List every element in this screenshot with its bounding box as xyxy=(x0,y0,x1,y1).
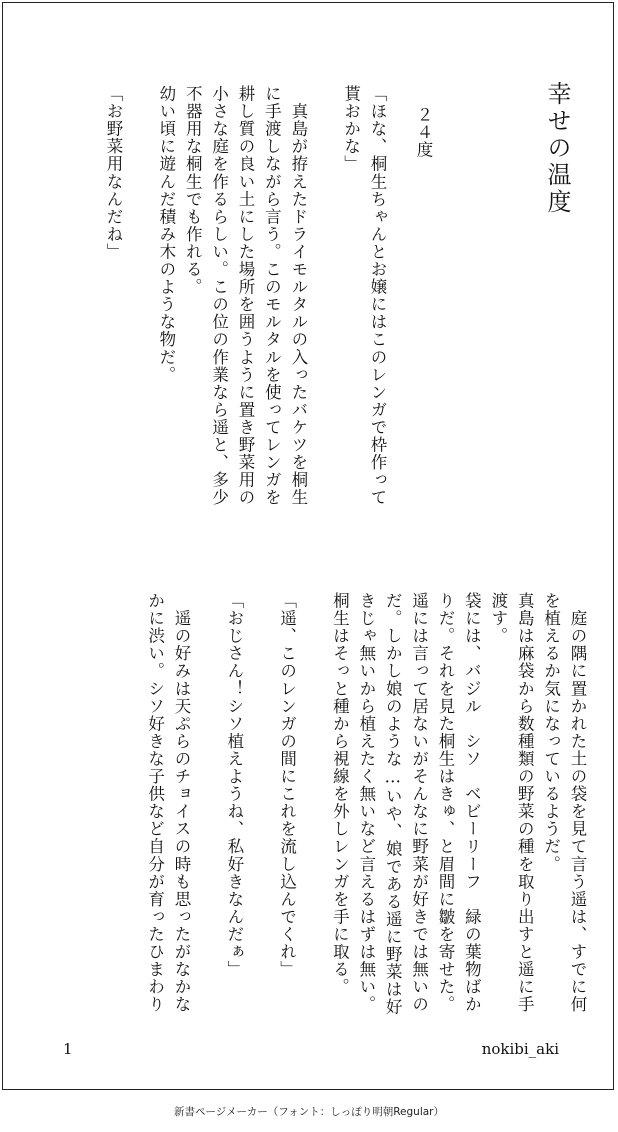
text-column: きじゃ無いから植えたく無いなど言えるはずは無い。 xyxy=(356,592,376,1014)
text-column: 幼い頃に遊んだ積み木のような物だ。 xyxy=(156,85,176,384)
text-column: 庭の隅に置かれた土の袋を見て言う遥は、すでに何 xyxy=(568,592,587,1014)
text-column: 耕し質の良い土にした場所を囲うように置き野菜用の xyxy=(236,85,255,507)
text-column: りだ。それを見た桐生はきゅ、と眉間に皺を寄せた。 xyxy=(436,592,455,1014)
text-column: だ。しかし娘のような…いや、娘である遥に野菜は好 xyxy=(383,592,403,1016)
text-column: 「ほな、桐生ちゃんとお嬢にはこのレンガで枠作って xyxy=(368,85,387,507)
text-column: かに渋い。シソ好きな子供など自分が育ったひまわり xyxy=(145,592,165,1014)
text-column: 「お野菜用なんだね」 xyxy=(104,85,123,261)
text-column: 小さな庭を作るらしい。この位の作業なら遥と、多少 xyxy=(209,85,229,507)
generator-caption: 新書ページメーカー（フォント：しっぽり明朝Regular） xyxy=(173,1106,444,1118)
chapter-heading: ２４度 xyxy=(414,106,433,159)
text-column: 遥には言って居ないがそんなに野菜が好きでは無いの xyxy=(409,592,429,1014)
page-title: 幸せの温度 xyxy=(543,81,571,216)
text-column: 袋には、バジル シソ ベビーリーフ 緑の葉物ばか xyxy=(462,592,482,1014)
author-name: nokibi_aki xyxy=(481,1040,559,1058)
text-column: 真島は麻袋から数種類の野菜の種を取り出すと遥に手 xyxy=(515,592,535,1014)
text-column: に手渡しながら言う。このモルタルを使ってレンガを xyxy=(262,85,282,507)
text-column: 「遥、このレンガの間にこれを流し込んでくれ」 xyxy=(277,592,297,979)
text-column: 貰おかな」 xyxy=(341,85,361,173)
page-number: 1 xyxy=(63,1040,73,1058)
text-column: を植えるか気になっているようだ。 xyxy=(541,592,561,873)
text-column: 桐生はそっと種から視線を外しレンガを手に取る。 xyxy=(330,592,350,996)
text-column: 真島が拵えたドライモルタルの入ったバケツを桐生 xyxy=(288,85,308,507)
text-column: 不器用な桐生でも作れる。 xyxy=(183,85,203,296)
text-column: 遥の好みは天ぷらのチョイスの時も思ったがなかな xyxy=(172,592,191,1014)
book-page xyxy=(2,2,614,1090)
text-column: 「おじさん！シソ植えようね、私好きなんだぁ」 xyxy=(224,592,244,979)
text-column: 渡す。 xyxy=(488,592,508,645)
